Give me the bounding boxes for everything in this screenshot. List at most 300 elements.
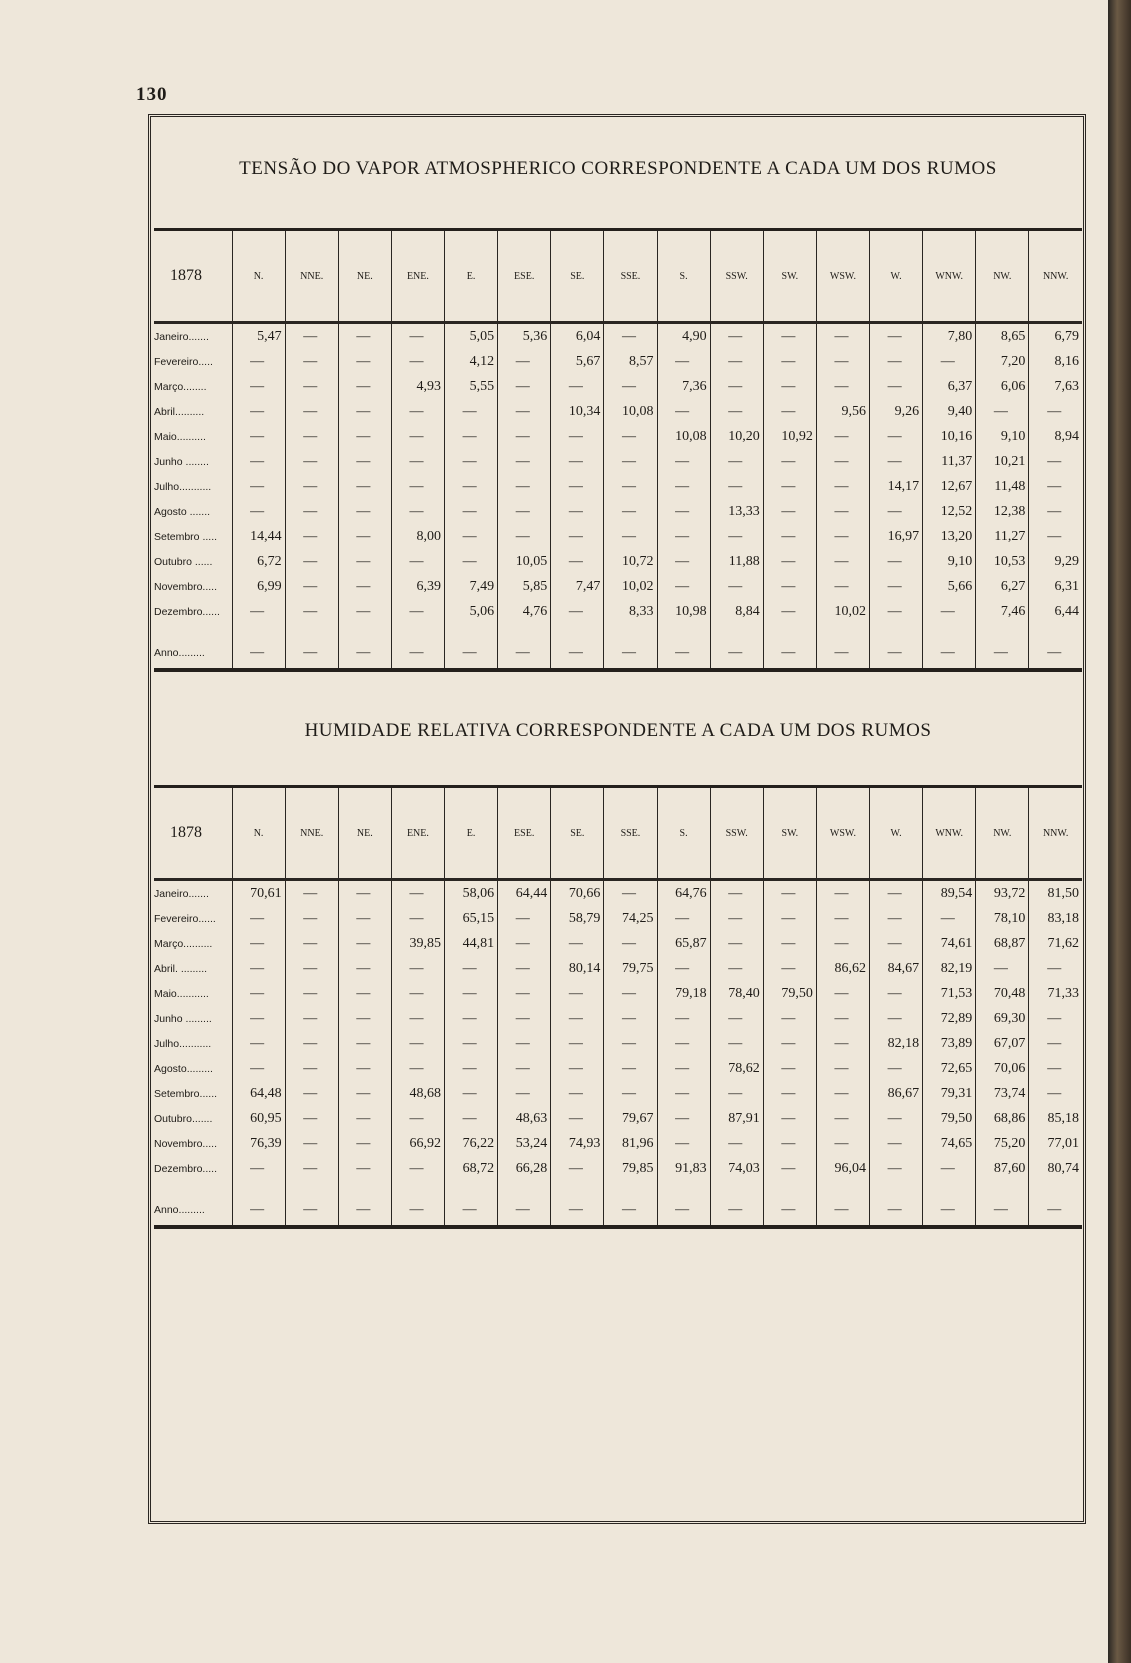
spacer-cell (657, 1181, 710, 1195)
table-cell: 80,74 (1029, 1156, 1082, 1181)
table-row (154, 1006, 1082, 1031)
table-cell: — (232, 1006, 285, 1031)
month-label: Abril. ......... (154, 962, 208, 975)
table-cell: — (816, 474, 869, 499)
table-cell: 10,08 (604, 399, 657, 424)
month-label: Março.......... (154, 937, 213, 950)
table-cell: 13,20 (923, 524, 976, 549)
table-cell: — (285, 349, 338, 374)
table-cell: — (657, 524, 710, 549)
table-cell: — (710, 474, 763, 499)
table-cell: — (1029, 1031, 1082, 1056)
column-header: W. (870, 788, 923, 880)
table-cell: — (870, 323, 923, 350)
table-row (154, 638, 1082, 668)
table-cell: 73,89 (923, 1031, 976, 1056)
table-cell: 81,50 (1029, 880, 1082, 907)
table-cell: — (285, 449, 338, 474)
table-cell: — (870, 574, 923, 599)
table-cell: — (710, 1031, 763, 1056)
table-cell: — (498, 524, 551, 549)
table-cell: 93,72 (976, 880, 1029, 907)
table-cell: — (232, 1195, 285, 1225)
table-cell: — (1029, 399, 1082, 424)
table-cell: — (498, 474, 551, 499)
table-row (154, 1056, 1082, 1081)
table-cell: — (445, 1081, 498, 1106)
spacer-cell (498, 1181, 551, 1195)
table-cell: — (498, 1081, 551, 1106)
spacer-cell (710, 624, 763, 638)
table-cell: 10,98 (657, 599, 710, 624)
table-cell: — (763, 906, 816, 931)
table-cell: — (763, 474, 816, 499)
month-label: Setembro...... (154, 1087, 218, 1100)
table-cell: — (816, 374, 869, 399)
table-cell: — (445, 638, 498, 668)
table-cell: — (657, 638, 710, 668)
column-header: SW. (763, 231, 816, 323)
table-cell: — (232, 599, 285, 624)
table-cell: — (816, 1195, 869, 1225)
column-header: N. (232, 231, 285, 323)
table-cell: — (445, 981, 498, 1006)
table-cell: — (870, 880, 923, 907)
column-header: SE. (551, 788, 604, 880)
table-cell: 68,72 (445, 1156, 498, 1181)
table-cell: — (763, 374, 816, 399)
table-cell: 83,18 (1029, 906, 1082, 931)
table-cell: — (710, 956, 763, 981)
table-cell: — (923, 1195, 976, 1225)
table-cell: — (763, 1006, 816, 1031)
table-cell: 8,84 (710, 599, 763, 624)
table-cell: — (1029, 1195, 1082, 1225)
table-cell: — (763, 1031, 816, 1056)
table-cell: — (445, 499, 498, 524)
table-cell: — (870, 931, 923, 956)
column-header: ESE. (498, 231, 551, 323)
spacer-cell (391, 624, 444, 638)
table-cell: — (551, 1006, 604, 1031)
table-cell: — (338, 956, 391, 981)
month-label: Outubro....... (154, 1112, 213, 1125)
table-cell: — (710, 906, 763, 931)
table-cell: 67,07 (976, 1031, 1029, 1056)
spacer-cell (710, 1181, 763, 1195)
spacer-cell (870, 1181, 923, 1195)
table-cell: — (338, 638, 391, 668)
table-cell: 58,06 (445, 880, 498, 907)
table-cell: — (763, 880, 816, 907)
table-cell: 70,06 (976, 1056, 1029, 1081)
table-cell: 74,61 (923, 931, 976, 956)
table-cell: — (710, 399, 763, 424)
spacer-cell (338, 1181, 391, 1195)
table-cell: — (285, 1156, 338, 1181)
table-cell: — (763, 399, 816, 424)
table-cell: 10,72 (604, 549, 657, 574)
table-cell: — (763, 549, 816, 574)
table-cell: — (1029, 1081, 1082, 1106)
spacer-cell (445, 624, 498, 638)
table-cell: — (816, 499, 869, 524)
table-cell: — (338, 474, 391, 499)
table-cell: 6,44 (1029, 599, 1082, 624)
table-cell: — (551, 549, 604, 574)
table-cell: — (391, 474, 444, 499)
column-header: NNW. (1029, 231, 1082, 323)
table-cell: — (338, 1006, 391, 1031)
table-cell: 80,14 (551, 956, 604, 981)
table-cell: 75,20 (976, 1131, 1029, 1156)
table-cell: — (285, 880, 338, 907)
table-cell: 9,10 (923, 549, 976, 574)
month-label: Janeiro....... (154, 887, 209, 900)
spacer-cell (976, 1181, 1029, 1195)
table-cell: 81,96 (604, 1131, 657, 1156)
table-cell: — (445, 1031, 498, 1056)
month-label: Janeiro....... (154, 330, 209, 343)
table-cell: — (551, 638, 604, 668)
relative-humidity-table (154, 788, 1082, 1225)
table-cell: — (232, 931, 285, 956)
month-label: Dezembro..... (154, 1162, 218, 1175)
table-cell: 10,92 (763, 424, 816, 449)
table-cell: — (763, 1156, 816, 1181)
table-cell: — (551, 931, 604, 956)
table-cell: 79,67 (604, 1106, 657, 1131)
table-cell: — (816, 574, 869, 599)
table-cell: — (445, 524, 498, 549)
table-cell: — (710, 1006, 763, 1031)
table-cell: 14,44 (232, 524, 285, 549)
table-cell: 79,50 (763, 981, 816, 1006)
table-cell: — (816, 1031, 869, 1056)
table-row (154, 399, 1082, 424)
spacer-cell (763, 1181, 816, 1195)
month-label: Março........ (154, 380, 207, 393)
table-row (154, 1031, 1082, 1056)
table-cell: 5,06 (445, 599, 498, 624)
table-cell: 10,02 (816, 599, 869, 624)
table-row (154, 981, 1082, 1006)
table-cell: — (657, 1006, 710, 1031)
table-cell: — (285, 1081, 338, 1106)
table-cell: — (763, 1131, 816, 1156)
column-header: E. (445, 788, 498, 880)
table-cell: — (710, 1081, 763, 1106)
table-cell: — (338, 349, 391, 374)
table-cell: — (498, 399, 551, 424)
table-cell: — (657, 1131, 710, 1156)
table-cell: — (604, 424, 657, 449)
table-cell: — (285, 638, 338, 668)
table-row (154, 349, 1082, 374)
table-cell: 48,68 (391, 1081, 444, 1106)
table-cell: 71,62 (1029, 931, 1082, 956)
table-cell: — (1029, 1056, 1082, 1081)
table-cell: 78,40 (710, 981, 763, 1006)
header-row (154, 231, 1082, 323)
column-header: SSW. (710, 231, 763, 323)
table-cell: — (657, 1056, 710, 1081)
table-cell: — (285, 323, 338, 350)
table-cell: 8,33 (604, 599, 657, 624)
table-cell: — (870, 1056, 923, 1081)
table-cell: 7,47 (551, 574, 604, 599)
table-cell: 74,03 (710, 1156, 763, 1181)
column-header: SE. (551, 231, 604, 323)
table-cell: — (285, 906, 338, 931)
relative-humidity-title: HUMIDADE RELATIVA CORRESPONDENTE A CADA UM DOS RUMOS (304, 720, 932, 741)
table-cell: — (923, 906, 976, 931)
table-cell: 87,60 (976, 1156, 1029, 1181)
column-header: ENE. (391, 788, 444, 880)
spacer-cell (154, 624, 232, 638)
table-row (154, 1081, 1082, 1106)
table-cell: — (391, 1195, 444, 1225)
spacer-row (154, 624, 1082, 638)
table-row (154, 449, 1082, 474)
table-cell: — (551, 499, 604, 524)
table-cell: 6,37 (923, 374, 976, 399)
table-cell: — (338, 499, 391, 524)
table-cell: 5,55 (445, 374, 498, 399)
month-label: Outubro ...... (154, 555, 213, 568)
table-cell: — (816, 638, 869, 668)
month-label: Anno......... (154, 647, 205, 659)
table-cell: — (445, 1056, 498, 1081)
table-cell: — (391, 599, 444, 624)
table-cell: 66,28 (498, 1156, 551, 1181)
table-cell: — (1029, 474, 1082, 499)
table-cell: — (338, 981, 391, 1006)
table-cell: 78,62 (710, 1056, 763, 1081)
table-cell: — (870, 1131, 923, 1156)
table-cell: — (604, 880, 657, 907)
table-row (154, 1131, 1082, 1156)
table-cell: 68,86 (976, 1106, 1029, 1131)
table-cell: — (338, 931, 391, 956)
table-cell: — (391, 638, 444, 668)
table-cell: — (285, 1031, 338, 1056)
table-cell: 6,06 (976, 374, 1029, 399)
table-cell: — (604, 1056, 657, 1081)
table-cell: — (870, 638, 923, 668)
spacer-cell (816, 624, 869, 638)
table-cell: — (604, 499, 657, 524)
table-cell: — (232, 1156, 285, 1181)
table-cell: 14,17 (870, 474, 923, 499)
table-cell: — (870, 1106, 923, 1131)
table-cell: — (657, 349, 710, 374)
month-label: Junho ........ (154, 455, 209, 468)
column-header: ENE. (391, 231, 444, 323)
table-cell: 76,22 (445, 1131, 498, 1156)
table-cell: — (232, 374, 285, 399)
table-cell: — (1029, 1006, 1082, 1031)
table-cell: — (285, 931, 338, 956)
table-cell: — (870, 906, 923, 931)
month-label: Julho........... (154, 480, 212, 493)
table-cell: 10,53 (976, 549, 1029, 574)
spacer-cell (976, 624, 1029, 638)
table-cell: — (604, 1006, 657, 1031)
table-cell: — (816, 931, 869, 956)
table-cell: — (285, 474, 338, 499)
table-cell: 64,48 (232, 1081, 285, 1106)
column-header: NE. (338, 231, 391, 323)
table-cell: — (657, 574, 710, 599)
month-label: Maio.......... (154, 430, 206, 443)
month-label: Agosto......... (154, 1062, 213, 1075)
table-cell: — (232, 1031, 285, 1056)
table-cell: — (551, 449, 604, 474)
table-cell: — (710, 524, 763, 549)
table-cell: — (710, 1195, 763, 1225)
table-row (154, 323, 1082, 350)
table-cell: 4,76 (498, 599, 551, 624)
table-cell: — (445, 549, 498, 574)
table-cell: 74,93 (551, 1131, 604, 1156)
spacer-cell (923, 624, 976, 638)
table-cell: 44,81 (445, 931, 498, 956)
table-cell: — (338, 1131, 391, 1156)
table-cell: — (657, 549, 710, 574)
table-cell: 7,80 (923, 323, 976, 350)
spacer-cell (604, 1181, 657, 1195)
table-cell: — (232, 399, 285, 424)
spacer-cell (285, 624, 338, 638)
table-cell: 86,62 (816, 956, 869, 981)
table-cell: 7,63 (1029, 374, 1082, 399)
month-label: Novembro..... (154, 580, 218, 593)
table-cell: — (763, 449, 816, 474)
table-cell: — (923, 349, 976, 374)
table-cell: — (232, 349, 285, 374)
month-label: Agosto ....... (154, 505, 211, 518)
table-cell: — (923, 1156, 976, 1181)
spacer-cell (338, 624, 391, 638)
spacer-cell (232, 624, 285, 638)
column-header: NNE. (285, 231, 338, 323)
table-cell: — (816, 349, 869, 374)
table-row (154, 1195, 1082, 1225)
month-label: Fevereiro...... (154, 912, 216, 925)
table-cell: 53,24 (498, 1131, 551, 1156)
table-cell: 82,19 (923, 956, 976, 981)
table-cell: — (232, 474, 285, 499)
table-cell: 4,93 (391, 374, 444, 399)
table-cell: — (391, 499, 444, 524)
table-cell: — (710, 449, 763, 474)
column-header: NW. (976, 231, 1029, 323)
table-cell: 64,44 (498, 880, 551, 907)
table-cell: — (498, 906, 551, 931)
table-cell: — (232, 638, 285, 668)
column-header: N. (232, 788, 285, 880)
table-cell: 7,46 (976, 599, 1029, 624)
table-cell: 65,87 (657, 931, 710, 956)
spacer-cell (232, 1181, 285, 1195)
table-cell: 69,30 (976, 1006, 1029, 1031)
year-header: 1878 (170, 824, 202, 841)
table-cell: — (870, 499, 923, 524)
table-row (154, 524, 1082, 549)
table-cell: 13,33 (710, 499, 763, 524)
table-cell: — (391, 449, 444, 474)
table-cell: — (1029, 499, 1082, 524)
table-cell: 8,00 (391, 524, 444, 549)
table-cell: 9,29 (1029, 549, 1082, 574)
table-cell: — (870, 374, 923, 399)
table-cell: — (976, 399, 1029, 424)
column-header: NNE. (285, 788, 338, 880)
table-cell: — (338, 906, 391, 931)
section-bottom-rule (154, 1225, 1082, 1229)
table-cell: — (763, 349, 816, 374)
spacer-cell (498, 624, 551, 638)
table-cell: — (763, 574, 816, 599)
table-cell: — (232, 956, 285, 981)
table-cell: — (338, 1106, 391, 1131)
table-row (154, 474, 1082, 499)
table-cell: — (551, 1156, 604, 1181)
table-cell: — (763, 931, 816, 956)
table-cell: 76,39 (232, 1131, 285, 1156)
table-cell: 10,20 (710, 424, 763, 449)
table-cell: 5,47 (232, 323, 285, 350)
table-cell: 8,57 (604, 349, 657, 374)
table-cell: 10,21 (976, 449, 1029, 474)
table-cell: — (923, 599, 976, 624)
column-header: NW. (976, 788, 1029, 880)
table-cell: — (710, 374, 763, 399)
column-header: S. (657, 788, 710, 880)
column-header: SSE. (604, 231, 657, 323)
table-cell: — (763, 499, 816, 524)
table-cell: — (391, 1006, 444, 1031)
table-cell: 10,02 (604, 574, 657, 599)
table-cell: — (710, 574, 763, 599)
table-cell: — (338, 574, 391, 599)
table-cell: — (391, 399, 444, 424)
table-cell: 64,76 (657, 880, 710, 907)
table-cell: 6,99 (232, 574, 285, 599)
table-cell: 87,91 (710, 1106, 763, 1131)
table-cell: — (498, 1056, 551, 1081)
table-cell: — (604, 1081, 657, 1106)
table-cell: — (498, 638, 551, 668)
table-cell: — (391, 880, 444, 907)
table-cell: — (391, 1031, 444, 1056)
month-label: Setembro ..... (154, 530, 218, 543)
table-cell: 58,79 (551, 906, 604, 931)
table-cell: — (870, 599, 923, 624)
table-cell: 70,48 (976, 981, 1029, 1006)
table-cell: 74,25 (604, 906, 657, 931)
table-cell: — (338, 374, 391, 399)
table-cell: 4,12 (445, 349, 498, 374)
column-header: W. (870, 231, 923, 323)
table-cell: 70,61 (232, 880, 285, 907)
table-cell: — (604, 474, 657, 499)
table-cell: — (763, 599, 816, 624)
table-cell: — (498, 499, 551, 524)
table-cell: 7,36 (657, 374, 710, 399)
table-cell: — (710, 880, 763, 907)
